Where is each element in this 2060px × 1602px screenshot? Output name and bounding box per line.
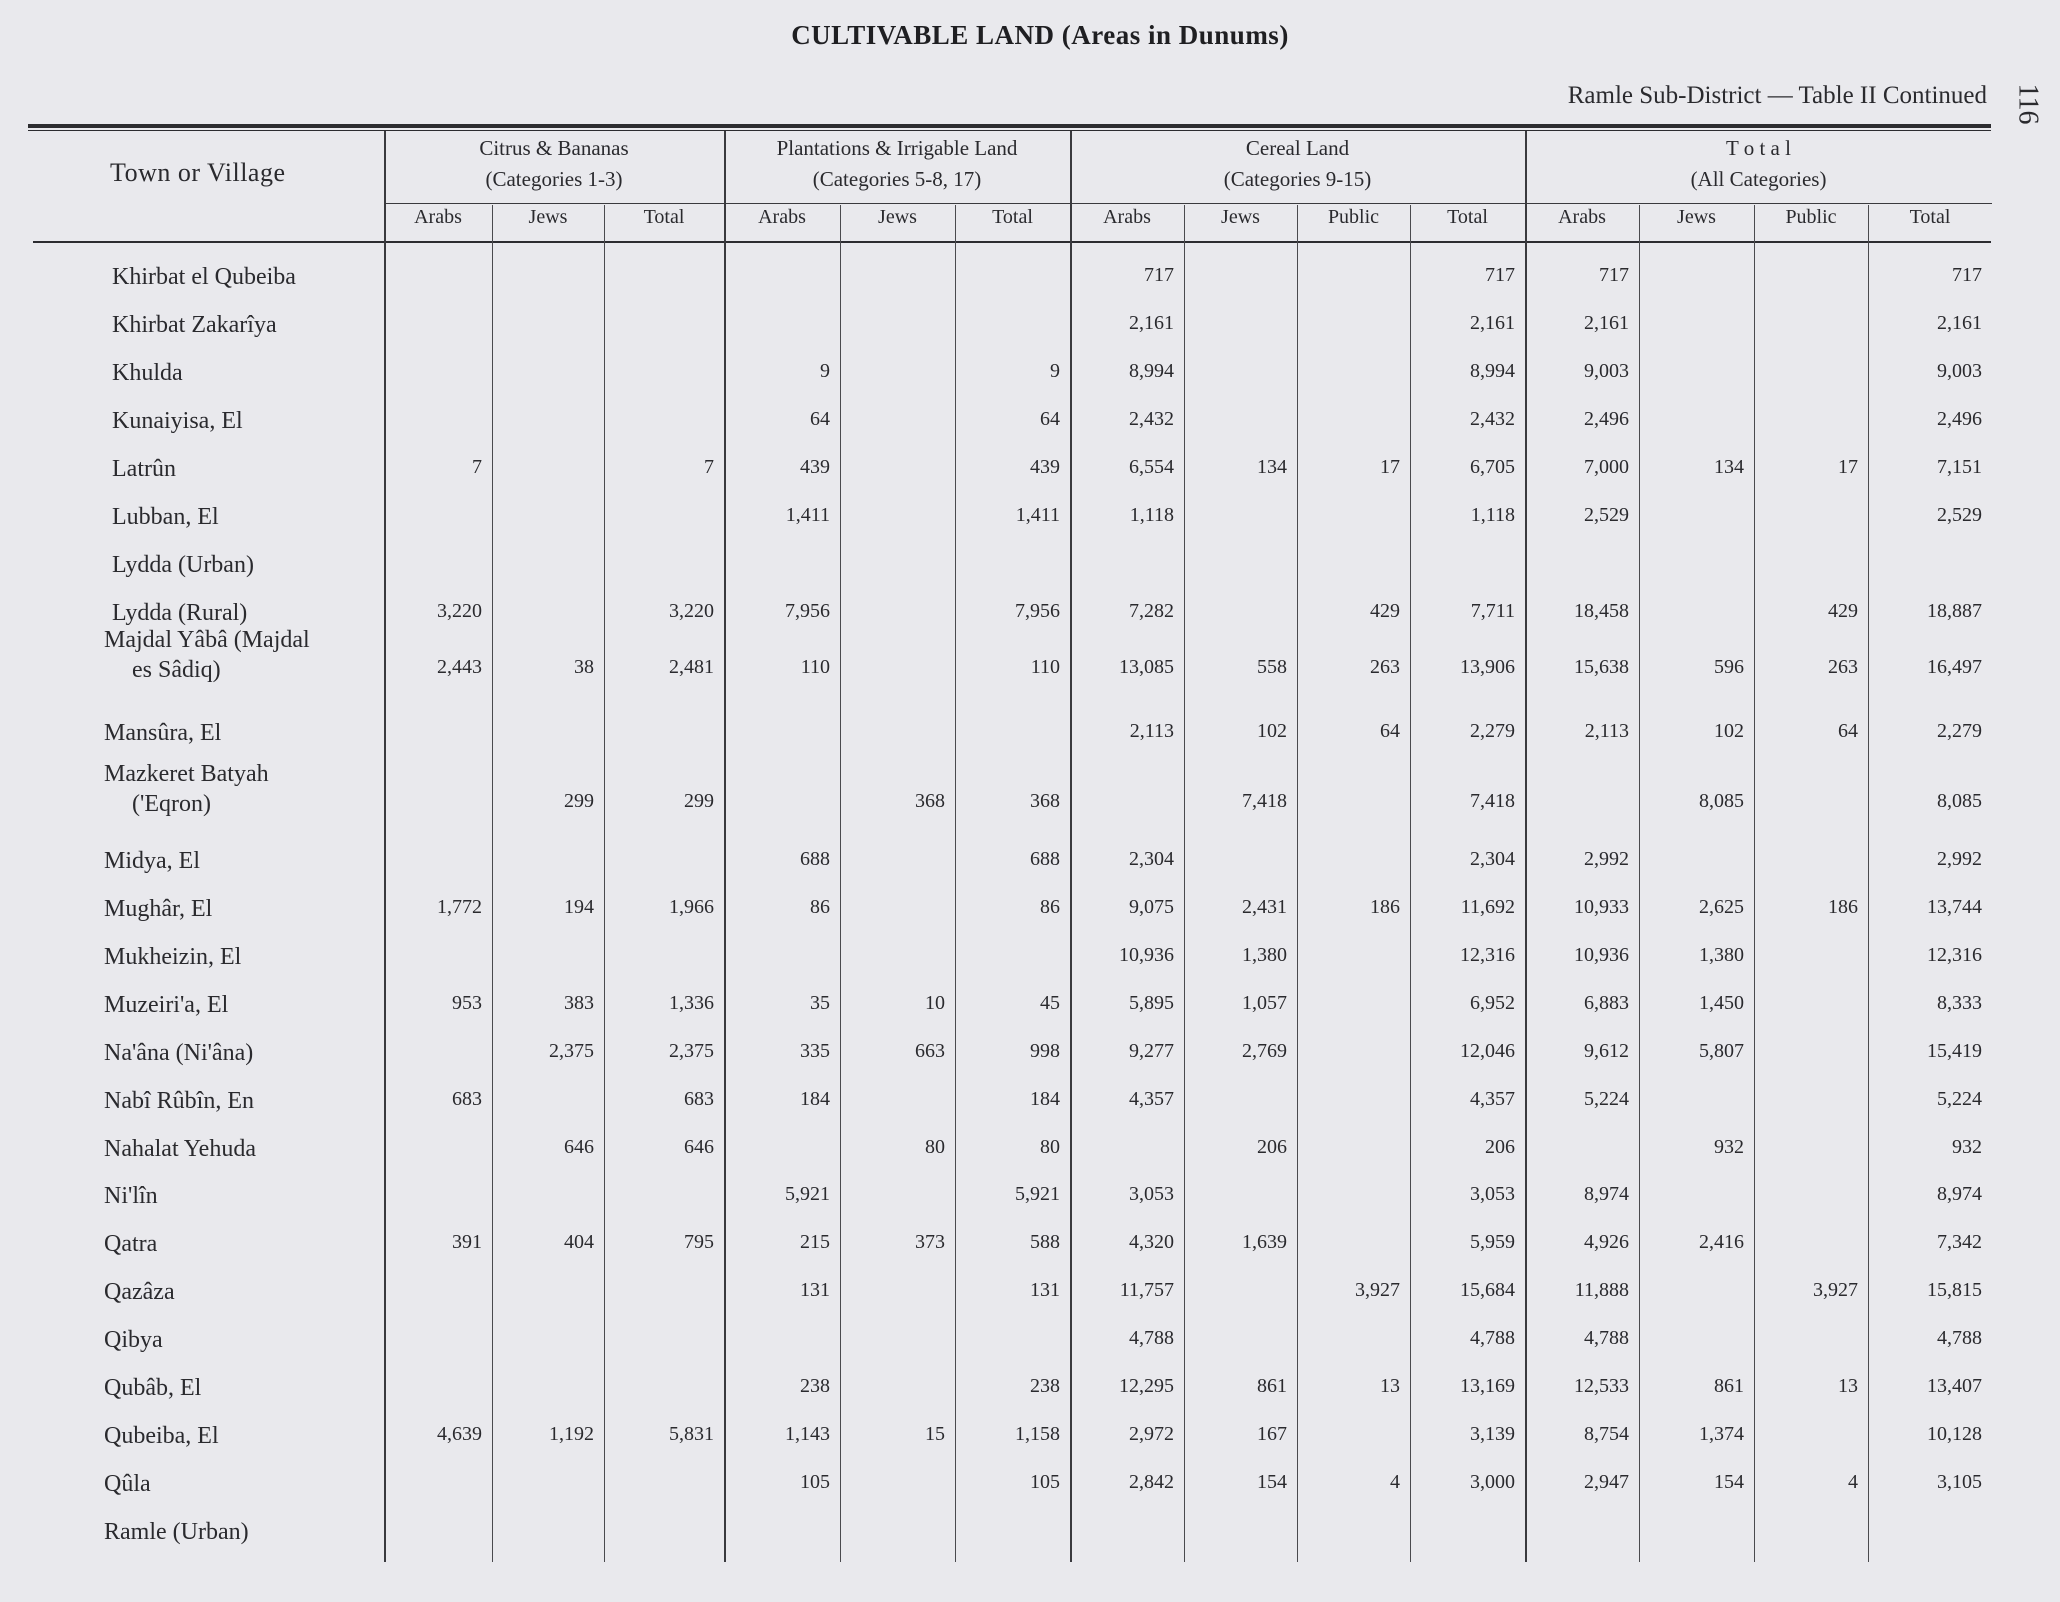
- table-cell: 2,992: [1584, 848, 1629, 870]
- table-cell: 663: [915, 1040, 945, 1062]
- town-name-line: es Sâdiq): [132, 657, 221, 683]
- table-cell: 13,085: [1119, 656, 1174, 678]
- town-name-line: Midya, El: [104, 848, 200, 874]
- table-cell: 3,220: [669, 600, 714, 622]
- table-cell: 439: [1030, 456, 1060, 478]
- town-name-line: Nabî Rûbîn, En: [104, 1088, 254, 1114]
- table-cell: 717: [1485, 264, 1515, 286]
- table-cell: 3,053: [1129, 1183, 1174, 1205]
- town-name-line: Majdal Yâbâ (Majdal: [104, 627, 310, 653]
- table-cell: 206: [1257, 1136, 1287, 1158]
- table-cell: 4,788: [1129, 1327, 1174, 1349]
- table-cell: 1,966: [669, 896, 714, 918]
- table-cell: 688: [1030, 848, 1060, 870]
- table-cell: 11,888: [1574, 1279, 1629, 1301]
- table-cell: 3,927: [1813, 1279, 1858, 1301]
- table-cell: 7,000: [1584, 456, 1629, 478]
- table-cell: 6,705: [1470, 456, 1515, 478]
- column-group-header: [384, 133, 724, 195]
- table-cell: 8,085: [1699, 790, 1744, 812]
- table-cell: 8,994: [1129, 360, 1174, 382]
- column-header: Arabs: [1558, 206, 1606, 228]
- table-cell: 8,754: [1584, 1423, 1629, 1445]
- table-cell: 1,380: [1242, 944, 1287, 966]
- town-name: [104, 718, 221, 748]
- table-cell: 1,143: [785, 1423, 830, 1445]
- table-cell: 110: [1030, 656, 1060, 678]
- column-header: Total: [1447, 206, 1488, 228]
- town-name: [104, 1229, 157, 1259]
- table-cell: 2,113: [1584, 720, 1629, 742]
- table-cell: 2,842: [1129, 1471, 1174, 1493]
- town-name-line: Mazkeret Batyah: [104, 761, 269, 787]
- column-header: Jews: [528, 206, 568, 228]
- town-name: [112, 310, 277, 340]
- table-cell: 1,639: [1242, 1231, 1287, 1253]
- table-cell: 12,316: [1927, 944, 1982, 966]
- table-cell: 3,105: [1937, 1471, 1982, 1493]
- table-cell: 2,529: [1937, 504, 1982, 526]
- table-cell: 2,625: [1699, 896, 1744, 918]
- town-name-line: Qûla: [104, 1471, 151, 1497]
- column-group-header: [1070, 133, 1525, 195]
- table-cell: 15,419: [1927, 1040, 1982, 1062]
- table-cell: 335: [800, 1040, 830, 1062]
- table-cell: 9,003: [1584, 360, 1629, 382]
- table-cell: 2,375: [549, 1040, 594, 1062]
- header-rule: [33, 241, 1991, 243]
- table-subtitle: Ramle Sub-District — Table II Continued: [1567, 82, 1987, 109]
- table-cell: 16,497: [1927, 656, 1982, 678]
- table-cell: 3,220: [437, 600, 482, 622]
- top-rule: [28, 124, 1991, 131]
- table-cell: 5,224: [1937, 1088, 1982, 1110]
- table-cell: 8,974: [1584, 1183, 1629, 1205]
- group-categories: (Categories 5-8, 17): [812, 167, 982, 191]
- table-cell: 2,375: [669, 1040, 714, 1062]
- table-cell: 6,952: [1470, 992, 1515, 1014]
- table-cell: 4: [1390, 1471, 1400, 1493]
- town-name: [104, 1469, 151, 1499]
- table-cell: 3,139: [1470, 1423, 1515, 1445]
- table-cell: 646: [684, 1136, 714, 1158]
- group-categories: (All Categories): [1690, 167, 1827, 191]
- table-cell: 12,316: [1460, 944, 1515, 966]
- table-cell: 439: [800, 456, 830, 478]
- table-cell: 9: [820, 360, 830, 382]
- table-cell: 167: [1257, 1423, 1287, 1445]
- table-cell: 13: [1380, 1375, 1400, 1397]
- town-name-line: Lydda (Urban): [112, 552, 254, 578]
- table-cell: 391: [452, 1231, 482, 1253]
- column-header: Arabs: [414, 206, 462, 228]
- table-cell: 4,639: [437, 1423, 482, 1445]
- table-cell: 1,158: [1015, 1423, 1060, 1445]
- table-cell: 17: [1380, 456, 1400, 478]
- town-name: [112, 550, 254, 580]
- table-cell: 8,085: [1937, 790, 1982, 812]
- table-cell: 2,432: [1129, 408, 1174, 430]
- group-title: Plantations & Irrigable Land: [776, 136, 1018, 160]
- town-name: [104, 1517, 249, 1547]
- table-cell: 998: [1030, 1040, 1060, 1062]
- town-name-line: Nahalat Yehuda: [104, 1136, 256, 1162]
- table-cell: 11,692: [1460, 896, 1515, 918]
- table-cell: 9,075: [1129, 896, 1174, 918]
- column-group-header: [1525, 133, 1992, 195]
- town-name: [104, 942, 241, 972]
- table-cell: 1,374: [1699, 1423, 1744, 1445]
- table-cell: 110: [800, 656, 830, 678]
- town-name-line: ('Eqron): [132, 791, 211, 817]
- town-name: [104, 894, 212, 924]
- town-name: [112, 358, 183, 388]
- column-header: Arabs: [1103, 206, 1151, 228]
- town-name-line: Qubeiba, El: [104, 1423, 219, 1449]
- town-name: [104, 1421, 219, 1451]
- table-cell: 7,956: [1015, 600, 1060, 622]
- table-cell: 1,450: [1699, 992, 1744, 1014]
- table-cell: 64: [810, 408, 830, 430]
- table-cell: 2,496: [1937, 408, 1982, 430]
- table-cell: 11,757: [1119, 1279, 1174, 1301]
- table-cell: 7,418: [1470, 790, 1515, 812]
- table-cell: 2,431: [1242, 896, 1287, 918]
- table-cell: 2,947: [1584, 1471, 1629, 1493]
- table-cell: 1,118: [1129, 504, 1174, 526]
- table-cell: 2,161: [1937, 312, 1982, 334]
- table-cell: 17: [1838, 456, 1858, 478]
- row-header: Town or Village: [110, 158, 286, 187]
- page-number: 116: [2012, 83, 2044, 125]
- table-cell: 7,418: [1242, 790, 1287, 812]
- town-name-line: Khulda: [112, 360, 183, 386]
- table-cell: 105: [800, 1471, 830, 1493]
- town-name: [104, 625, 310, 685]
- table-cell: 5,224: [1584, 1088, 1629, 1110]
- table-cell: 10,936: [1574, 944, 1629, 966]
- table-cell: 13: [1838, 1375, 1858, 1397]
- table-cell: 2,496: [1584, 408, 1629, 430]
- town-name-line: Mukheizin, El: [104, 944, 242, 970]
- town-name: [104, 846, 200, 876]
- group-underline: [384, 203, 1992, 204]
- table-cell: 102: [1714, 720, 1744, 742]
- town-name-line: Latrûn: [112, 456, 176, 482]
- town-name: [104, 1277, 175, 1307]
- table-cell: 2,443: [437, 656, 482, 678]
- town-name-line: Na'âna (Ni'âna): [104, 1040, 254, 1066]
- column-divider: [724, 131, 726, 1562]
- table-cell: 3,927: [1355, 1279, 1400, 1301]
- table-cell: 2,304: [1129, 848, 1174, 870]
- town-name-line: Muzeiri'a, El: [104, 992, 229, 1018]
- town-name: [104, 1181, 158, 1211]
- table-cell: 35: [810, 992, 830, 1014]
- column-header: Jews: [1677, 206, 1716, 228]
- town-name-line: Khirbat Zakarîya: [112, 312, 277, 338]
- column-header: Total: [643, 206, 685, 228]
- table-cell: 2,972: [1129, 1423, 1174, 1445]
- table-cell: 13,169: [1460, 1375, 1515, 1397]
- town-name-line: Qubâb, El: [104, 1375, 202, 1401]
- table-cell: 64: [1040, 408, 1060, 430]
- table-cell: 4,788: [1470, 1327, 1515, 1349]
- table-cell: 953: [452, 992, 482, 1014]
- table-cell: 2,481: [669, 656, 714, 678]
- column-header: Arabs: [758, 206, 806, 228]
- town-name-line: Qibya: [104, 1327, 163, 1353]
- table-cell: 6,883: [1584, 992, 1629, 1014]
- table-cell: 6,554: [1129, 456, 1174, 478]
- town-name-line: Khirbat el Qubeiba: [112, 264, 296, 290]
- table-cell: 15,638: [1574, 656, 1629, 678]
- table-cell: 80: [925, 1136, 945, 1158]
- table-cell: 2,113: [1129, 720, 1174, 742]
- table-cell: 2,161: [1584, 312, 1629, 334]
- table-cell: 154: [1714, 1471, 1744, 1493]
- table-cell: 4,926: [1584, 1231, 1629, 1253]
- column-group-header: [724, 133, 1070, 195]
- table-cell: 4,320: [1129, 1231, 1174, 1253]
- table-cell: 184: [800, 1088, 830, 1110]
- page-title: CULTIVABLE LAND (Areas in Dunums): [791, 20, 1289, 50]
- town-name-line: Lubban, El: [112, 504, 219, 530]
- town-name: [104, 1038, 253, 1068]
- town-name: [104, 759, 269, 819]
- table-cell: 5,895: [1129, 992, 1174, 1014]
- table-cell: 86: [1040, 896, 1060, 918]
- table-cell: 861: [1257, 1375, 1287, 1397]
- table-cell: 8,974: [1937, 1183, 1982, 1205]
- town-name: [112, 262, 296, 292]
- table-cell: 1,192: [549, 1423, 594, 1445]
- table-cell: 194: [564, 896, 594, 918]
- table-cell: 4,788: [1937, 1327, 1982, 1349]
- town-name: [112, 502, 219, 532]
- table-cell: 64: [1380, 720, 1400, 742]
- table-cell: 7,711: [1470, 600, 1515, 622]
- table-cell: 10,128: [1927, 1423, 1982, 1445]
- table-cell: 86: [810, 896, 830, 918]
- table-cell: 683: [452, 1088, 482, 1110]
- table-cell: 105: [1030, 1471, 1060, 1493]
- table-cell: 368: [1030, 790, 1060, 812]
- table-cell: 429: [1370, 600, 1400, 622]
- table-cell: 1,336: [669, 992, 714, 1014]
- column-divider: [840, 205, 841, 1562]
- town-name-line: Lydda (Rural): [112, 600, 248, 626]
- table-cell: 429: [1828, 600, 1858, 622]
- table-cell: 2,279: [1937, 720, 1982, 742]
- table-cell: 7,282: [1129, 600, 1174, 622]
- column-header: Total: [992, 206, 1033, 228]
- town-name: [104, 990, 228, 1020]
- column-divider: [1297, 205, 1298, 1562]
- table-cell: 8,333: [1937, 992, 1982, 1014]
- column-header: Jews: [878, 206, 917, 228]
- table-cell: 13,407: [1927, 1375, 1982, 1397]
- table-cell: 18,887: [1927, 600, 1982, 622]
- table-cell: 2,769: [1242, 1040, 1287, 1062]
- table-cell: 1,772: [437, 896, 482, 918]
- table-cell: 1,057: [1242, 992, 1287, 1014]
- table-cell: 13,906: [1460, 656, 1515, 678]
- table-cell: 717: [1599, 264, 1629, 286]
- table-cell: 154: [1257, 1471, 1287, 1493]
- table-cell: 80: [1040, 1136, 1060, 1158]
- table-cell: 12,295: [1119, 1375, 1174, 1397]
- table-cell: 7: [472, 456, 482, 478]
- table-cell: 2,992: [1937, 848, 1982, 870]
- table-cell: 45: [1040, 992, 1060, 1014]
- table-cell: 795: [684, 1231, 714, 1253]
- table-cell: 15: [925, 1423, 945, 1445]
- table-cell: 2,529: [1584, 504, 1629, 526]
- table-cell: 64: [1838, 720, 1858, 742]
- table-cell: 186: [1370, 896, 1400, 918]
- table-cell: 299: [564, 790, 594, 812]
- table-cell: 5,921: [1015, 1183, 1060, 1205]
- town-name: [104, 1325, 163, 1355]
- table-cell: 7,342: [1937, 1231, 1982, 1253]
- table-cell: 12,533: [1574, 1375, 1629, 1397]
- town-name: [104, 1373, 201, 1403]
- town-name: [112, 454, 176, 484]
- town-name-line: Qatra: [104, 1231, 158, 1257]
- table-cell: 10: [925, 992, 945, 1014]
- table-cell: 1,118: [1470, 504, 1515, 526]
- column-header: Jews: [1221, 206, 1260, 228]
- table-cell: 2,161: [1129, 312, 1174, 334]
- table-cell: 134: [1257, 456, 1287, 478]
- column-divider: [1639, 205, 1640, 1562]
- group-categories: (Categories 1-3): [485, 167, 623, 191]
- town-name-line: Mughâr, El: [104, 896, 213, 922]
- table-cell: 263: [1370, 656, 1400, 678]
- table-cell: 263: [1828, 656, 1858, 678]
- table-cell: 861: [1714, 1375, 1744, 1397]
- table-cell: 2,279: [1470, 720, 1515, 742]
- table-cell: 15,684: [1460, 1279, 1515, 1301]
- town-name: [112, 406, 243, 436]
- table-cell: 383: [564, 992, 594, 1014]
- table-cell: 5,921: [785, 1183, 830, 1205]
- table-cell: 15,815: [1927, 1279, 1982, 1301]
- table-cell: 1,411: [785, 504, 830, 526]
- table-cell: 4: [1848, 1471, 1858, 1493]
- table-cell: 184: [1030, 1088, 1060, 1110]
- table-cell: 932: [1952, 1136, 1982, 1158]
- table-cell: 2,304: [1470, 848, 1515, 870]
- table-cell: 932: [1714, 1136, 1744, 1158]
- table-cell: 5,807: [1699, 1040, 1744, 1062]
- table-cell: 5,959: [1470, 1231, 1515, 1253]
- table-cell: 7: [704, 456, 714, 478]
- table-cell: 1,380: [1699, 944, 1744, 966]
- column-divider: [1754, 205, 1755, 1562]
- town-name-line: Qazâza: [104, 1279, 175, 1305]
- group-title: T o t a l: [1726, 136, 1791, 160]
- table-cell: 373: [915, 1231, 945, 1253]
- table-cell: 683: [684, 1088, 714, 1110]
- table-cell: 4,357: [1470, 1088, 1515, 1110]
- column-divider: [492, 205, 493, 1562]
- town-name: [104, 1134, 256, 1164]
- town-name: [112, 598, 247, 628]
- column-divider: [1184, 205, 1185, 1562]
- table-cell: 404: [564, 1231, 594, 1253]
- column-header: Total: [1909, 206, 1951, 228]
- table-cell: 558: [1257, 656, 1287, 678]
- table-cell: 4,788: [1584, 1327, 1629, 1349]
- table-cell: 3,000: [1470, 1471, 1515, 1493]
- table-cell: 9,612: [1584, 1040, 1629, 1062]
- table-cell: 18,458: [1574, 600, 1629, 622]
- table-cell: 7,151: [1937, 456, 1982, 478]
- column-divider: [384, 131, 386, 1562]
- table-cell: 38: [574, 656, 594, 678]
- table-cell: 12,046: [1460, 1040, 1515, 1062]
- table-cell: 2,416: [1699, 1231, 1744, 1253]
- table-cell: 2,432: [1470, 408, 1515, 430]
- table-cell: 717: [1952, 264, 1982, 286]
- table-cell: 3,053: [1470, 1183, 1515, 1205]
- town-name-line: Ramle (Urban): [104, 1519, 249, 1545]
- column-header: Public: [1785, 206, 1837, 228]
- group-title: Cereal Land: [1245, 136, 1350, 160]
- town-name-line: Ni'lîn: [104, 1183, 158, 1209]
- table-cell: 10,933: [1574, 896, 1629, 918]
- table-cell: 9,003: [1937, 360, 1982, 382]
- table-cell: 299: [684, 790, 714, 812]
- table-cell: 215: [800, 1231, 830, 1253]
- table-cell: 588: [1030, 1231, 1060, 1253]
- table-cell: 134: [1714, 456, 1744, 478]
- table-cell: 238: [800, 1375, 830, 1397]
- table-cell: 206: [1485, 1136, 1515, 1158]
- table-cell: 4,357: [1129, 1088, 1174, 1110]
- table-cell: 717: [1144, 264, 1174, 286]
- table-cell: 102: [1257, 720, 1287, 742]
- table-cell: 186: [1828, 896, 1858, 918]
- town-name-line: Mansûra, El: [104, 720, 222, 746]
- group-categories: (Categories 9-15): [1223, 167, 1372, 191]
- table-cell: 9: [1050, 360, 1060, 382]
- table-cell: 7,956: [785, 600, 830, 622]
- town-name-line: Kunaiyisa, El: [112, 408, 243, 434]
- column-divider: [604, 205, 605, 1562]
- town-name: [104, 1086, 254, 1116]
- table-cell: 13,744: [1927, 896, 1982, 918]
- table-cell: 688: [800, 848, 830, 870]
- table-cell: 1,411: [1015, 504, 1060, 526]
- group-title: Citrus & Bananas: [479, 136, 629, 160]
- table-cell: 596: [1714, 656, 1744, 678]
- table-cell: 5,831: [669, 1423, 714, 1445]
- table-cell: 131: [1030, 1279, 1060, 1301]
- table-cell: 8,994: [1470, 360, 1515, 382]
- column-header: Public: [1327, 206, 1380, 228]
- table-cell: 368: [915, 790, 945, 812]
- table-cell: 238: [1030, 1375, 1060, 1397]
- table-cell: 9,277: [1129, 1040, 1174, 1062]
- table-cell: 2,161: [1470, 312, 1515, 334]
- table-cell: 131: [800, 1279, 830, 1301]
- table-cell: 10,936: [1119, 944, 1174, 966]
- table-cell: 646: [564, 1136, 594, 1158]
